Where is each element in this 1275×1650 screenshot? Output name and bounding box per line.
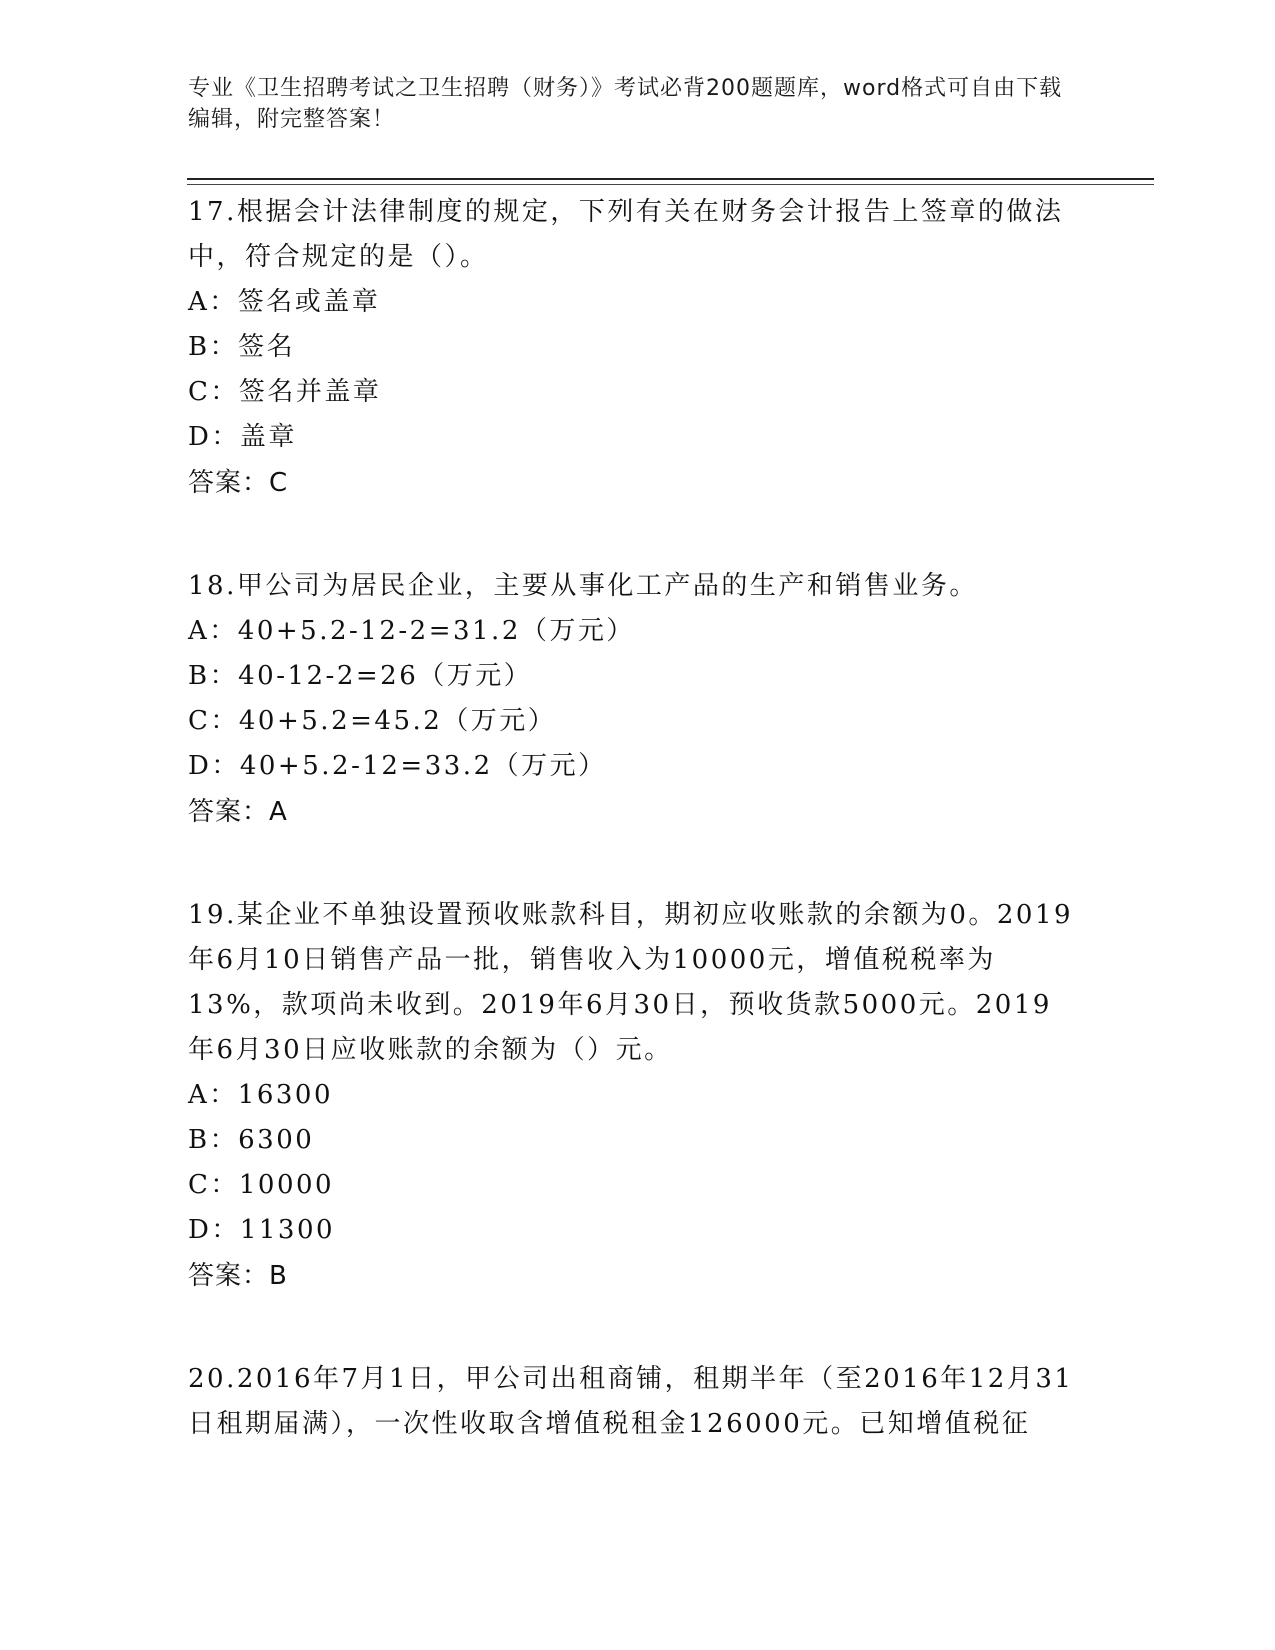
- option-a: A：签名或盖章: [188, 287, 381, 317]
- question-list: [188, 190, 1078, 1505]
- answer: 答案：C: [188, 468, 289, 498]
- question-text: 19.某企业不单独设置预收账款科目，期初应收账款的余额为0。2019年6月10日销售产品一批，销售收入为10000元，增值税税率为13%，款项尚未收到。2019年6月30日，预收货款5000元。2019年6月30日应收账款的余额为（）元。: [188, 900, 1074, 1065]
- question-19: [188, 893, 1078, 1299]
- header-divider-thick: [187, 178, 1154, 180]
- question-20: [188, 1357, 1078, 1447]
- question-text: 17.根据会计法律制度的规定，下列有关在财务会计报告上签章的做法中，符合规定的是（）。: [188, 197, 1064, 272]
- option-c: C：10000: [188, 1170, 335, 1200]
- option-c: C：签名并盖章: [188, 377, 382, 407]
- option-b: B：签名: [188, 332, 296, 362]
- option-a: A：16300: [188, 1080, 333, 1110]
- option-a: A：40+5.2-12-2=31.2（万元）: [188, 616, 635, 646]
- header-divider-thin: [187, 184, 1154, 185]
- question-text: 18.甲公司为居民企业，主要从事化工产品的生产和销售业务。: [188, 571, 978, 601]
- option-b: B：6300: [188, 1125, 315, 1155]
- option-c: C：40+5.2=45.2（万元）: [188, 706, 557, 736]
- option-d: D：盖章: [188, 422, 297, 452]
- answer: 答案：A: [188, 797, 288, 827]
- option-b: B：40-12-2=26（万元）: [188, 661, 533, 691]
- answer: 答案：B: [188, 1261, 288, 1291]
- question-18: [188, 564, 1078, 835]
- question-text: 20.2016年7月1日，甲公司出租商铺，租期半年（至2016年12月31日租期届满），一次性收取含增值税租金126000元。已知增值税征: [188, 1364, 1074, 1439]
- question-17: [188, 190, 1078, 506]
- option-d: D：40+5.2-12=33.2（万元）: [188, 751, 607, 781]
- document-header: 专业《卫生招聘考试之卫生招聘（财务）》考试必背200题题库，word格式可自由下载编辑，附完整答案！: [188, 76, 1063, 132]
- option-d: D：11300: [188, 1215, 336, 1245]
